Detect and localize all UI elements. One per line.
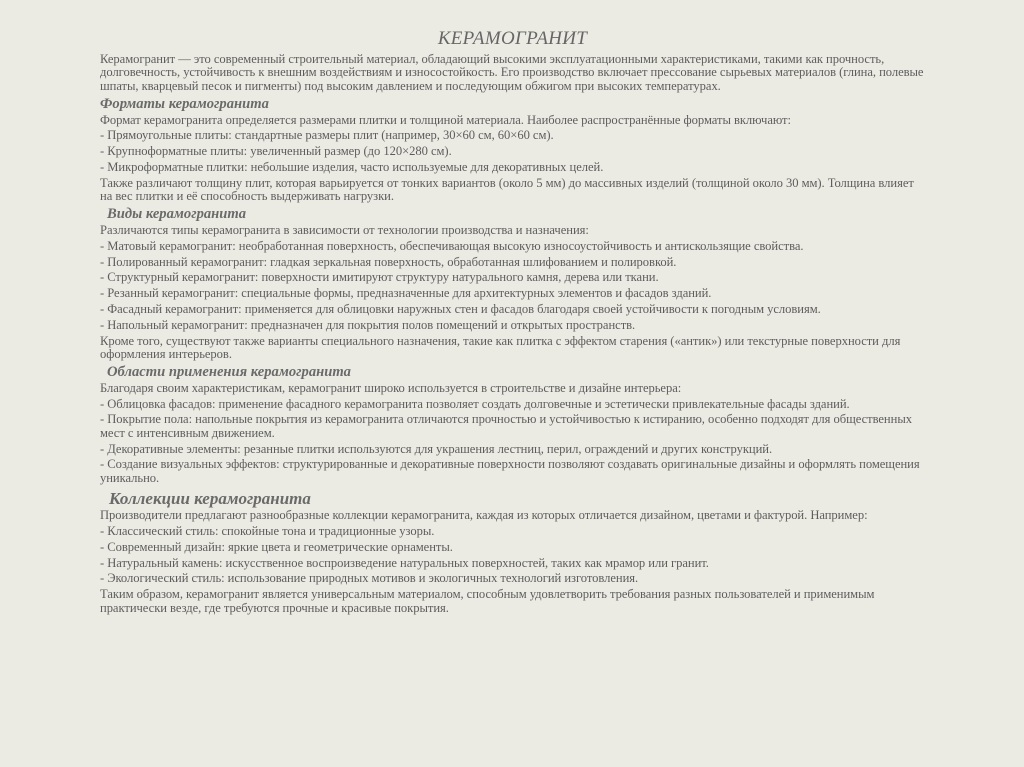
types-item: - Фасадный керамогранит: применяется для облицовки наружных стен и фасадов благодаря своей устойчивости к погодным условиям. (100, 301, 821, 316)
collections-conclusion: Таким образом, керамогранит является универсальным материалом, способным удовлетворить требования разных пользователей и применимым практически везде, где требуются прочные и красивые покрытия. (100, 587, 875, 615)
section-heading-formats: Форматы керамогранита (100, 95, 269, 112)
section-applications (100, 364, 925, 485)
section-heading-collections: Коллекции керамогранита (109, 489, 311, 509)
applications-item: - Облицовка фасадов: применение фасадного керамогранита позволяет создать долговечные и эстетически привлекательные фасады зданий. (100, 396, 850, 411)
types-item: - Резанный керамогранит: специальные формы, предназначенные для архитектурных элементов и фасадов зданий. (100, 286, 712, 301)
section-types (100, 206, 925, 361)
collections-intro: Производители предлагают разнообразные коллекции керамогранита, каждая из которых отличается дизайном, цветами и фактурой. Например: (100, 508, 868, 523)
collections-item: - Классический стиль: спокойные тона и традиционные узоры. (100, 523, 435, 538)
formats-item: - Крупноформатные плиты: увеличенный размер (до 120×280 см). (100, 144, 452, 159)
formats-thickness-note: Также различают толщину плит, которая варьируется от тонких вариантов (около 5 мм) до массивных изделий (толщиной около 30 мм). Толщина влияет на вес плитки и её способность выдерживать нагрузки. (100, 175, 914, 204)
section-heading-types: Виды керамогранита (107, 206, 247, 222)
section-collections (100, 489, 925, 615)
section-heading-applications: Области применения керамогранита (107, 363, 351, 380)
types-item: - Напольный керамогранит: предназначен для покрытия полов помещений и открытых пространств. (100, 317, 636, 332)
collections-item: - Натуральный камень: искусственное воспроизведение натуральных поверхностей, таких как мрамор или гранит. (100, 555, 709, 570)
formats-item: - Прямоугольные плиты: стандартные размеры плит (например, 30×60 см, 60×60 см). (100, 128, 554, 143)
document-content (100, 28, 925, 617)
section-formats (100, 96, 925, 204)
types-note: Кроме того, существуют также варианты специального назначения, такие как плитка с эффектом старения («антик») или текстурные поверхности для оформления интерьеров. (100, 333, 901, 361)
types-item: - Матовый керамогранит: необработанная поверхность, обеспечивающая высокую износоустойчивость и антискользящие свойства. (100, 238, 804, 253)
page-title: КЕРАМОГРАНИТ (437, 28, 588, 49)
formats-item: - Микроформатные плитки: небольшие изделия, часто используемые для декоративных целей. (100, 160, 604, 174)
applications-intro: Благодаря своим характеристикам, керамогранит широко используется в строительстве и дизайне интерьера: (100, 380, 682, 395)
types-intro: Различаются типы керамогранита в зависимости от технологии производства и назначения: (100, 223, 589, 237)
applications-item: - Покрытие пола: напольные покрытия из керамогранита отличаются прочностью и устойчивостью к истиранию, особенно подходят для общественных мест с интенсивным движением. (100, 412, 912, 440)
applications-item: - Создание визуальных эффектов: структурированные и декоративные поверхности позволяют создавать оригинальные дизайны и оформлять помещения уникально. (100, 457, 920, 485)
collections-item: - Современный дизайн: яркие цвета и геометрические орнаменты. (100, 539, 453, 554)
collections-item: - Экологический стиль: использование природных мотивов и экологичных технологий изготовления. (100, 571, 639, 586)
formats-intro: Формат керамогранита определяется размерами плитки и толщиной материала. Наиболее распространённые форматы включают: (100, 112, 791, 127)
types-item: - Структурный керамогранит: поверхности имитируют структуру натурального камня, дерева или ткани. (100, 270, 659, 285)
intro-paragraph: Керамогранит — это современный строительный материал, обладающий высокими эксплуатационными характеристиками, такими как прочность, долговечность, устойчивость к внешним воздействиям и износостойкость. Его производство включает прессование сырьевых материалов (глина, полевые шпаты, кварцевый песок и пигменты) под высоким давлением и последующим обжигом при высоких температурах. (100, 52, 924, 93)
applications-item: - Декоративные элементы: резанные плитки используются для украшения лестниц, перил, ограждений и других конструкций. (100, 441, 773, 456)
types-item: - Полированный керамогранит: гладкая зеркальная поверхность, обработанная шлифованием и полировкой. (100, 254, 677, 269)
